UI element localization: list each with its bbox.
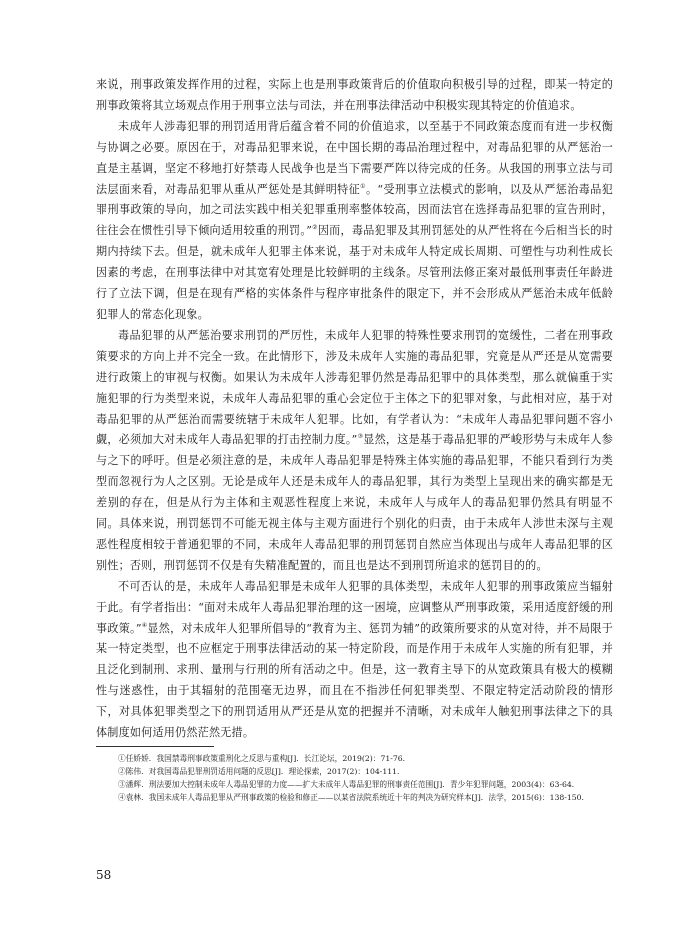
page-number: 58 xyxy=(96,868,112,882)
paragraph-text: 未成年人涉毒犯罪的刑罚适用背后蕴含着不同的价值追求，以至基于不同政策态度而有进一步权衡与协调之必要。原因在于，对毒品犯罪来说，在中国长期的毒品治理过程中，对毒品犯罪的从严惩治一直是主基调，坚定不移地打好禁毒人民战争也是当下需要严阵以待完成的任务。从我国的刑事立法与司法层面来看，对毒品犯罪从重从严惩处是其鲜明特征 xyxy=(96,119,613,196)
body-text xyxy=(96,75,613,744)
paragraph-text: 毒品犯罪的从严惩治要求刑罚的严厉性，未成年人犯罪的特殊性要求刑罚的宽缓性，二者在刑事政策要求的方向上并不完全一致。在此情形下，涉及未成年人实施的毒品犯罪，究竟是从严还是从宽需要进行政策上的审视与权衡。如果认为未成年人涉毒犯罪仍然是毒品犯罪中的具体类型，那么就偏重于实施犯罪的行为类型来说，未成年人毒品犯罪的重心会定位于主体之下的犯罪对象，与此相对应，基于对毒品犯罪的从严惩治而需要统辖于未成年人犯罪。比如，有学者认为：“未成年人毒品犯罪问题不容小觑，必须加大对未成年人毒品犯罪的打击控制力度。” xyxy=(96,328,613,447)
body-paragraph xyxy=(96,75,613,117)
paragraph-text: 显然，这是基于毒品犯罪的严峻形势与未成年人参与之下的呼吁。但是必须注意的是，未成年人毒品犯罪是特殊主体实施的毒品犯罪，不能只看到行为类型而忽视行为人之区别。无论是成年人还是未成年人的毒品犯罪，其行为类型上呈现出来的确实都是无差别的存在，但是从行为主体和主观恶性程度上来说，未成年人与成年人的毒品犯罪仍然具有明显不同。具体来说，刑罚惩罚不可能无视主体与主观方面进行个别化的归责，由于未成年人涉世未深与主观恶性程度相较于普通犯罪的不同，未成年人毒品犯罪的刑罚惩罚自然应当体现出与成年人毒品犯罪的区别性；否则，刑罚惩罚不仅是有失精准配置的，而且也是达不到刑罚所追求的惩罚目的的。 xyxy=(96,433,613,572)
paragraph-text: 因而，毒品犯罪及其刑罚惩处的从严性将在今后相当长的时期内持续下去。但是，就未成年人犯罪主体来说，基于对未成年人特定成长周期、可塑性与功利性成长因素的考虑，在刑事法律中对其宽宥处理是比较鲜明的主线条。尽管刑法修正案对最低刑事责任年龄进行了立法下调，但是在现有严格的实体条件与程序审批条件的限定下，并不会形成从严惩治未成年低龄犯罪人的常态化现象。 xyxy=(96,224,614,321)
footnote: ③潘辉．刑法要加大控制未成年人毒品犯罪的力度——扩大未成年人毒品犯罪的刑事责任范围[J]．青少年犯罪问题，2003(4)：63-64． xyxy=(118,780,580,789)
footnote-divider xyxy=(96,746,214,747)
paragraph-text: 。“受刑事立法模式的影响，以及从严惩治毒品犯罪刑事政策的导向，加之司法实践中相关犯罪重刑率整体较高，因而法官在选择毒品犯罪的宣告刑时，往往会在惯性引导下倾向适用较重的刑罚。” xyxy=(96,182,613,238)
body-paragraph xyxy=(96,577,613,744)
footnote-reference: ③ xyxy=(357,433,364,441)
footnote-reference: ④ xyxy=(141,621,148,629)
footnote: ①任娇娇．我国禁毒刑事政策重刑化之反思与重构[J]．长江论坛，2019(2)：71-76． xyxy=(118,754,411,763)
paragraph-text: 显然，对未成年人犯罪所倡导的“教育为主、惩罚为辅”的政策所要求的从宽对待，并不局限于某一特定类型，也不应框定于刑事法律活动的某一特定阶段，而是作用于未成年人实施的所有犯罪，并且泛化到制刑、求刑、量刑与行刑的所有活动之中。但是，这一教育主导下的从宽政策具有极大的模糊性与迷惑性，由于其辐射的范围毫无边界，而且在不指涉任何犯罪类型、不限定特定活动阶段的情形下，对具体犯罪类型之下的刑罚适用从严还是从宽的把握并不清晰，对未成年人触犯刑事法律之下的具体制度如何适用仍然茫然无措。 xyxy=(96,621,613,740)
page-body xyxy=(96,75,613,804)
paragraph-text: 不可否认的是，未成年人毒品犯罪是未成年人犯罪的具体类型，未成年人犯罪的刑事政策应当辐射于此。有学者指出：“面对未成年人毒品犯罪治理的这一困境，应调整从严刑事政策，采用适度舒缓的刑事政策。” xyxy=(96,579,613,635)
footnote-reference: ② xyxy=(312,224,318,232)
footnote: ②陈伟．对我国毒品犯罪刑罚适用问题的反思[J]．理论探索，2017(2)：104-111． xyxy=(118,767,405,776)
paragraph-text: 来说，刑事政策发挥作用的过程，实际上也是刑事政策背后的价值取向积极引导的过程，即某一特定的刑事政策将其立场观点作用于刑事立法与司法，并在刑事法律活动中积极实现其特定的价值追求。 xyxy=(96,78,613,112)
footnotes xyxy=(96,752,613,804)
body-paragraph xyxy=(96,117,613,326)
footnote: ④袁林．我国未成年人毒品犯罪从严刑事政策的检验和修正——以某省法院系统近十年的判决为研究样本[J]．法学，2015(6)：138-150． xyxy=(118,793,590,802)
footnote-reference: ① xyxy=(360,182,366,190)
body-paragraph xyxy=(96,326,613,577)
